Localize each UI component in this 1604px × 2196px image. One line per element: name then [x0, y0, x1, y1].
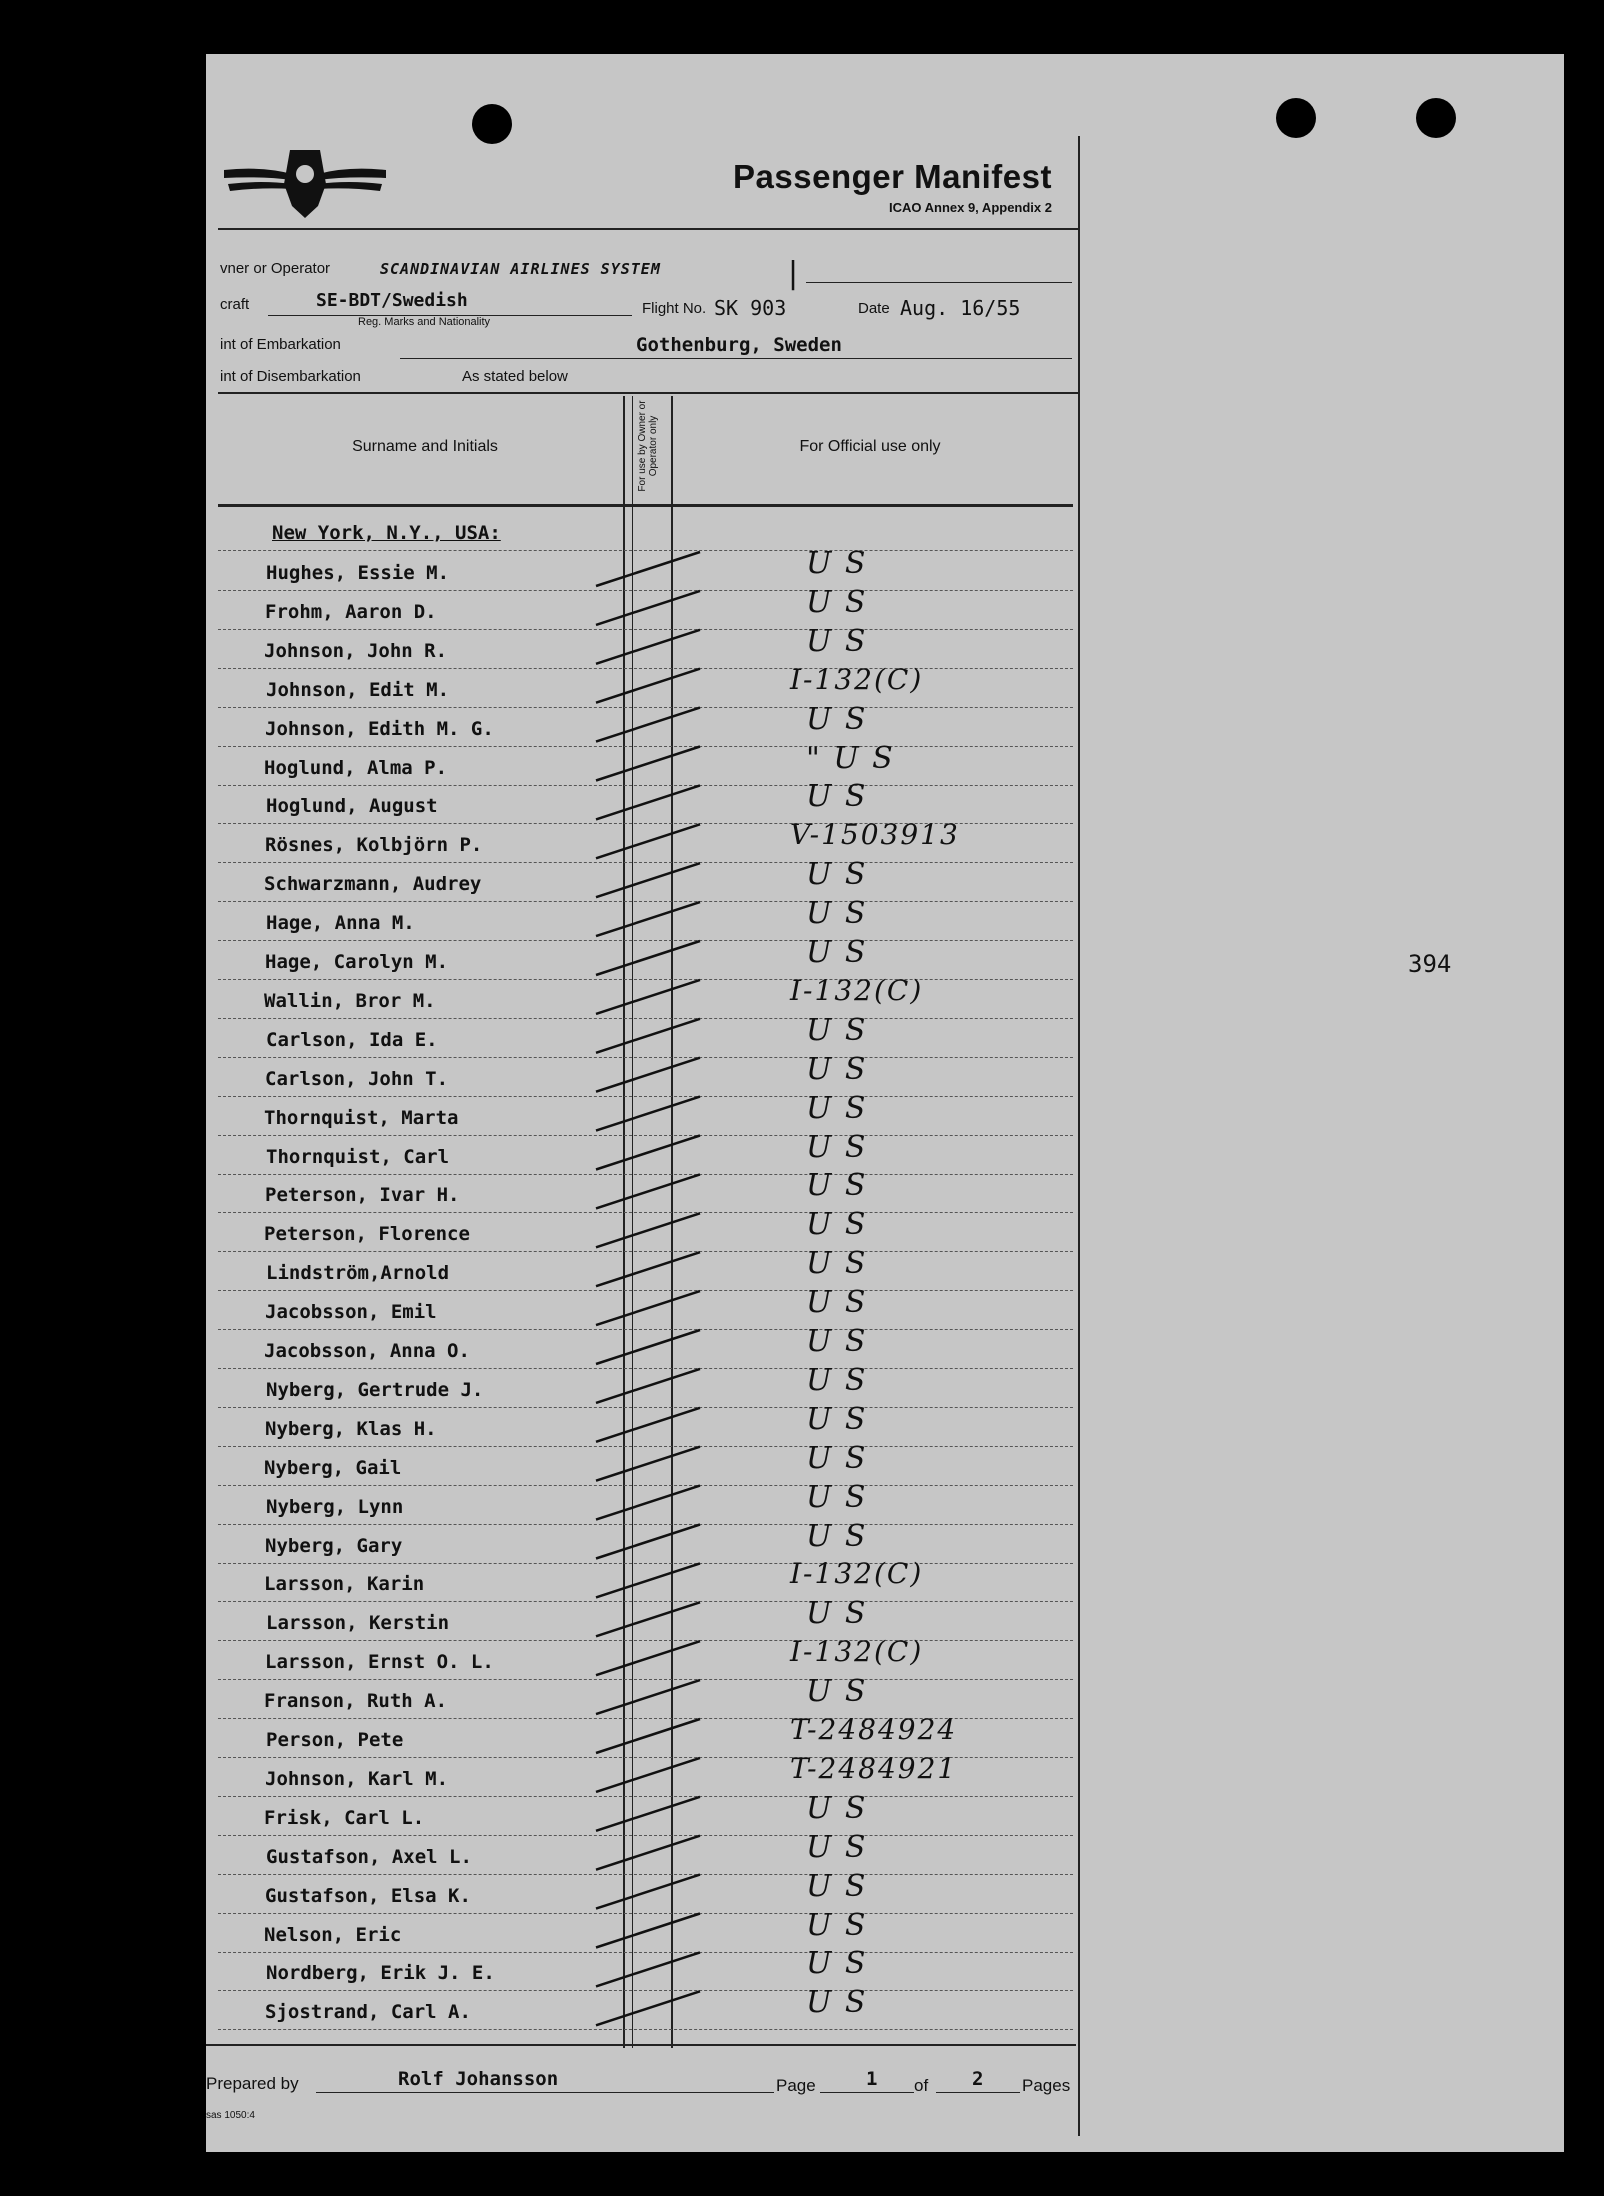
official-entry: I-132(C) [790, 662, 924, 696]
page-value: 1 [866, 2068, 878, 2090]
passenger-name: Johnson, John R. [264, 639, 448, 662]
passenger-name: Lindström,Arnold [266, 1262, 450, 1285]
passenger-name: Nyberg, Gary [265, 1534, 403, 1557]
check-mark [596, 1213, 700, 1247]
manifest-title: Passenger Manifest [733, 158, 1052, 195]
passenger-name: Jacobsson, Emil [265, 1301, 437, 1324]
passenger-name: Nyberg, Lynn [266, 1495, 404, 1518]
official-entry: U S [806, 1790, 868, 1826]
passenger-name: Franson, Ruth A. [264, 1690, 448, 1713]
check-mark [596, 1291, 700, 1325]
official-entry: U S [806, 1518, 868, 1554]
date-label: Date [858, 300, 890, 317]
passenger-name: Hage, Anna M. [266, 912, 415, 935]
check-mark [596, 863, 700, 897]
official-entry: U S [806, 1401, 868, 1437]
check-mark [596, 902, 700, 936]
prepared-value: Rolf Johansson [398, 2068, 559, 2090]
passenger-name: Frisk, Carl L. [264, 1806, 425, 1829]
passenger-name: Hage, Carolyn M. [265, 951, 449, 973]
check-mark [596, 591, 700, 625]
check-mark [596, 552, 700, 586]
check-mark [596, 1525, 700, 1559]
check-mark [596, 1836, 700, 1870]
passenger-name: Nyberg, Gertrude J. [266, 1378, 484, 1401]
prepared-label: Prepared by [206, 2074, 299, 2093]
check-mark [596, 1719, 700, 1753]
passenger-name: Wallin, Bror M. [264, 989, 436, 1012]
check-mark [596, 1174, 700, 1208]
official-entry: U S [806, 1596, 868, 1632]
passenger-name: Frohm, Aaron D. [265, 600, 437, 623]
embarkation-label: int of Embarkation [220, 336, 341, 353]
official-entry: U S [806, 1012, 868, 1048]
official-entry: I-132(C) [790, 1557, 924, 1591]
official-entry: U S [806, 584, 868, 620]
passenger-name: Larsson, Ernst O. L. [265, 1651, 494, 1674]
check-mark [596, 1952, 700, 1986]
official-entry: U S [806, 1907, 868, 1943]
check-mark [596, 630, 700, 664]
underline [820, 2092, 914, 2093]
passenger-name: Johnson, Karl M. [265, 1767, 449, 1790]
underline [316, 2092, 774, 2093]
passenger-name: Thornquist, Carl [266, 1145, 450, 1168]
check-mark [596, 1486, 700, 1520]
check-mark [596, 1369, 700, 1403]
underline [936, 2092, 1020, 2093]
passenger-name: Johnson, Edith M. G. [265, 717, 494, 740]
passenger-name: Peterson, Ivar H. [265, 1184, 460, 1207]
official-entry: U S [806, 1129, 868, 1165]
column-header-official: For Official use only [799, 438, 941, 455]
check-mark [596, 941, 700, 975]
disembarkation-label: int of Disembarkation [220, 368, 361, 385]
check-mark [596, 1602, 700, 1636]
of-label: of [914, 2076, 929, 2095]
official-entry: T-2484924 [790, 1713, 958, 1746]
owner-value: SCANDINAVIAN AIRLINES SYSTEM [380, 260, 661, 278]
check-mark [596, 708, 700, 742]
check-mark [596, 1680, 700, 1714]
check-mark [596, 1797, 700, 1831]
column-header-owner: For use by Owner or Operator only [637, 400, 659, 492]
official-entry: U S [806, 1090, 868, 1126]
check-mark [596, 669, 700, 703]
official-entry: I-132(C) [790, 973, 924, 1007]
check-mark [596, 980, 700, 1014]
passenger-name: Hughes, Essie M. [266, 562, 450, 584]
check-mark [596, 1563, 700, 1597]
official-entry: U S [806, 1168, 868, 1204]
check-mark [596, 1330, 700, 1364]
official-entry: U S [806, 779, 868, 815]
check-mark [596, 1252, 700, 1286]
official-entry: U S [806, 1829, 868, 1865]
passenger-name: Nyberg, Gail [264, 1456, 402, 1479]
check-mark [596, 785, 700, 819]
passenger-name: Nyberg, Klas H. [265, 1417, 437, 1440]
check-mark [596, 1914, 700, 1948]
passenger-name: Thornquist, Marta [264, 1106, 459, 1129]
passenger-name: Gustafson, Axel L. [266, 1845, 472, 1868]
official-entry: " U S [806, 740, 895, 776]
passenger-name: Peterson, Florence [264, 1223, 470, 1246]
official-entry: U S [806, 1868, 868, 1904]
official-entry: U S [806, 857, 868, 893]
official-entry: U S [806, 1207, 868, 1243]
passenger-name: Person, Pete [266, 1729, 404, 1751]
official-entry: I-132(C) [790, 1635, 924, 1669]
check-mark [596, 1641, 700, 1675]
flight-value: SK 903 [714, 296, 787, 320]
official-entry: U S [806, 1985, 868, 2021]
passenger-name: Hoglund, Alma P. [264, 756, 448, 779]
official-entry: U S [806, 1324, 868, 1359]
official-entry: U S [806, 1479, 868, 1515]
passenger-name: Sjostrand, Carl A. [265, 2001, 471, 2024]
check-mark [596, 1136, 700, 1170]
check-mark [596, 747, 700, 781]
passenger-name: Jacobsson, Anna O. [264, 1340, 470, 1362]
pages-label: Pages [1022, 2076, 1071, 2095]
disembarkation-value: As stated below [462, 368, 568, 385]
destination-heading: New York, N.Y., USA: [272, 522, 501, 544]
column-header-surname: Surname and Initials [352, 438, 498, 455]
official-entry: U S [806, 896, 868, 932]
passenger-name: Johnson, Edit M. [266, 678, 450, 701]
official-entry: T-2484921 [790, 1751, 958, 1785]
official-entry: V-1503913 [790, 818, 960, 852]
pages-value: 2 [972, 2068, 984, 2090]
embarkation-value: Gothenburg, Sweden [636, 334, 842, 356]
passenger-name: Gustafson, Elsa K. [265, 1884, 471, 1907]
passenger-name: Larsson, Kerstin [266, 1612, 450, 1635]
passenger-name: Nordberg, Erik J. E. [266, 1962, 495, 1985]
passenger-name: Nelson, Eric [264, 1923, 402, 1946]
passenger-name: Carlson, Ida E. [266, 1028, 438, 1051]
check-mark [596, 1097, 700, 1131]
aircraft-value: SE-BDT/Swedish [316, 290, 468, 311]
passenger-name: Schwarzmann, Audrey [264, 873, 482, 896]
manifest-subtitle: ICAO Annex 9, Appendix 2 [888, 200, 1052, 215]
official-entry: U S [806, 1246, 868, 1282]
check-mark [596, 824, 700, 858]
passenger-name: Rösnes, Kolbjörn P. [265, 834, 483, 857]
official-entry: U S [806, 935, 868, 970]
owner-mark: | [784, 256, 803, 291]
check-mark [596, 1408, 700, 1442]
check-mark [596, 1991, 700, 2025]
check-mark [596, 1875, 700, 1909]
official-entry: U S [806, 1946, 868, 1982]
official-entry: U S [806, 1362, 868, 1398]
official-entry: U S [806, 546, 868, 581]
flight-label: Flight No. [642, 300, 707, 317]
official-entry: U S [806, 1440, 868, 1476]
passenger-name: Carlson, John T. [265, 1067, 449, 1090]
page-label: Page [776, 2076, 816, 2095]
aircraft-label: craft [220, 296, 250, 313]
aircraft-sublabel: Reg. Marks and Nationality [358, 316, 491, 328]
check-mark [596, 1058, 700, 1092]
official-entry: U S [806, 701, 868, 737]
passenger-name: Hoglund, August [266, 795, 438, 818]
owner-label: vner or Operator [220, 260, 331, 277]
form-code: sas 1050:4 [206, 2110, 255, 2121]
official-entry: U S [806, 623, 868, 659]
check-mark [596, 1447, 700, 1481]
date-value: Aug. 16/55 [900, 296, 1021, 320]
stamp-number: 394 [1408, 950, 1452, 978]
official-entry: U S [806, 1285, 868, 1321]
check-mark [596, 1758, 700, 1792]
official-entry: U S [806, 1674, 868, 1710]
official-entry: U S [806, 1051, 868, 1087]
check-mark [596, 1019, 700, 1053]
passenger-name: Larsson, Karin [264, 1573, 425, 1596]
